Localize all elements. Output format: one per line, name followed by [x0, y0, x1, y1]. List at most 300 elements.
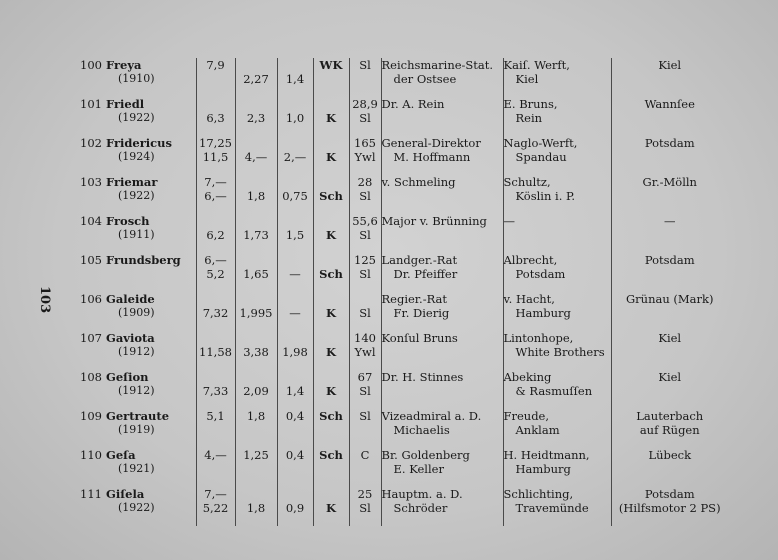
builder-cell-line: & Rasmuſſen	[515, 384, 593, 398]
type-cell-line: K	[326, 306, 336, 320]
draft-cell-line	[278, 175, 313, 189]
type-cell-line: K	[326, 228, 336, 242]
table-row	[76, 136, 728, 175]
beam-cell	[235, 214, 277, 253]
rig-cell-line	[350, 423, 381, 437]
build-year: (1922)	[118, 189, 155, 202]
type-cell-line: Sch	[319, 409, 343, 423]
length-cell-line	[197, 462, 235, 476]
owner-cell	[381, 214, 503, 253]
draft-cell-line	[278, 58, 313, 72]
owner-cell-line: Dr. Pfeiffer	[393, 267, 458, 281]
builder-cell-line: Kiel	[515, 72, 539, 86]
home-port-cell-line	[612, 306, 729, 320]
draft-cell-line: 0,9	[285, 501, 305, 515]
type-cell-line: K	[326, 150, 336, 164]
yacht-name: Friedl	[106, 97, 145, 111]
entry-number: 105	[80, 253, 102, 267]
type-cell-line	[314, 175, 349, 189]
draft-cell-line: 2,—	[283, 150, 307, 164]
type-cell-line: K	[326, 345, 336, 359]
home-port-cell-line	[612, 345, 729, 359]
home-port-cell	[611, 214, 728, 253]
yacht-name: Giſela	[106, 487, 145, 501]
type-cell	[313, 331, 349, 370]
length-cell	[196, 487, 235, 526]
builder-cell-line: Kaiſ. Werft,	[503, 58, 570, 72]
yacht-name: Freya	[106, 58, 142, 72]
draft-cell	[277, 97, 313, 136]
beam-cell	[235, 58, 277, 97]
home-port-cell-line: auf Rügen	[639, 423, 700, 437]
build-year: (1912)	[118, 345, 155, 358]
type-cell-line: Sch	[319, 189, 343, 203]
length-cell	[196, 370, 235, 409]
yacht-name: Friemar	[106, 175, 158, 189]
rig-cell-line: C	[360, 448, 370, 462]
home-port-cell-line	[612, 111, 729, 125]
owner-cell-line: Hauptm. a. D.	[381, 487, 463, 501]
owner-cell-line: Regier.-Rat	[381, 292, 447, 306]
table-row	[76, 409, 728, 448]
owner-cell	[381, 487, 503, 526]
builder-cell	[503, 487, 611, 526]
yacht-name-cell	[106, 97, 196, 136]
owner-cell	[381, 292, 503, 331]
builder-cell	[503, 58, 611, 97]
owner-cell	[381, 97, 503, 136]
builder-cell-line: Spandau	[515, 150, 567, 164]
draft-cell-line: 0,75	[282, 189, 308, 203]
owner-cell	[381, 136, 503, 175]
rig-cell-line: Ywl	[354, 345, 376, 359]
table-row	[76, 253, 728, 292]
type-cell-line	[314, 253, 349, 267]
length-cell	[196, 253, 235, 292]
beam-cell	[235, 136, 277, 175]
draft-cell	[277, 292, 313, 331]
type-cell	[313, 136, 349, 175]
draft-cell-line: 1,98	[282, 345, 308, 359]
table-row	[76, 175, 728, 214]
yacht-name: Frundsberg	[106, 253, 181, 267]
yacht-name: Frosch	[106, 214, 150, 228]
length-cell	[196, 292, 235, 331]
type-cell-line: K	[326, 501, 336, 515]
length-cell-line	[197, 292, 235, 306]
beam-cell-line	[236, 487, 277, 501]
length-cell-line: 5,1	[206, 409, 225, 423]
yacht-name-cell	[106, 448, 196, 487]
beam-cell-line	[236, 292, 277, 306]
rig-cell	[349, 175, 381, 214]
type-cell-line	[314, 487, 349, 501]
type-cell-line: Sch	[319, 267, 343, 281]
builder-cell-line: Köslin i. P.	[515, 189, 576, 203]
owner-cell-line: Reichsmarine-Stat.	[381, 58, 494, 72]
owner-cell-line	[382, 384, 503, 398]
yacht-name: Gertraute	[106, 409, 170, 423]
builder-cell-line: White Brothers	[515, 345, 605, 359]
rig-cell-line: 165	[354, 136, 376, 150]
builder-cell-line: Hamburg	[515, 462, 571, 476]
owner-cell-line: E. Keller	[393, 462, 444, 476]
builder-cell-line: Travemünde	[515, 501, 589, 515]
builder-cell-line: Albrecht,	[503, 253, 558, 267]
rig-cell	[349, 370, 381, 409]
home-port-cell-line: Wannſee	[644, 97, 695, 111]
home-port-cell-line	[612, 228, 729, 242]
draft-cell-line	[278, 462, 313, 476]
table-row	[76, 448, 728, 487]
beam-cell-line: 2,09	[243, 384, 269, 398]
draft-cell-line	[278, 136, 313, 150]
rig-cell-line: Sl	[359, 501, 371, 515]
home-port-cell-line: Kiel	[658, 58, 682, 72]
rig-cell-line: 67	[357, 370, 373, 384]
yacht-name: Geſion	[106, 370, 149, 384]
owner-cell-line	[382, 345, 503, 359]
entry-number: 104	[80, 214, 102, 228]
rig-cell-line: Sl	[359, 111, 371, 125]
owner-cell	[381, 448, 503, 487]
home-port-cell	[611, 487, 728, 526]
owner-cell-line: Vizeadmiral a. D.	[381, 409, 482, 423]
home-port-cell-line	[612, 267, 729, 281]
type-cell-line	[314, 72, 349, 86]
length-cell	[196, 331, 235, 370]
type-cell	[313, 487, 349, 526]
entry-number: 102	[80, 136, 102, 150]
length-cell	[196, 409, 235, 448]
table-row	[76, 58, 728, 97]
draft-cell	[277, 214, 313, 253]
entry-number: 103	[80, 175, 102, 189]
table-row	[76, 97, 728, 136]
beam-cell-line: 4,—	[244, 150, 268, 164]
home-port-cell	[611, 448, 728, 487]
beam-cell-line: 1,65	[243, 267, 269, 281]
draft-cell	[277, 370, 313, 409]
build-year: (1910)	[118, 72, 155, 85]
beam-cell-line	[236, 97, 277, 111]
builder-cell-line: v. Hacht,	[503, 292, 555, 306]
type-cell	[313, 58, 349, 97]
draft-cell	[277, 175, 313, 214]
beam-cell-line	[236, 370, 277, 384]
rig-cell	[349, 409, 381, 448]
rig-cell	[349, 58, 381, 97]
draft-cell	[277, 58, 313, 97]
entry-number: 111	[80, 487, 102, 501]
home-port-cell-line: Grünau (Mark)	[626, 292, 714, 306]
beam-cell-line: 1,8	[246, 189, 266, 203]
beam-cell	[235, 292, 277, 331]
owner-cell-line: der Ostsee	[393, 72, 457, 86]
draft-cell-line	[278, 331, 313, 345]
yacht-name-cell	[106, 253, 196, 292]
yacht-name-cell	[106, 331, 196, 370]
builder-cell-line: Naglo-Werft,	[503, 136, 578, 150]
type-cell	[313, 253, 349, 292]
home-port-cell	[611, 136, 728, 175]
beam-cell-line: 2,27	[243, 72, 269, 86]
entry-number: 107	[80, 331, 102, 345]
length-cell-line	[197, 72, 235, 86]
type-cell-line: WK	[319, 58, 343, 72]
draft-cell-line: —	[289, 306, 301, 320]
length-cell-line: 7,33	[202, 384, 229, 398]
draft-cell	[277, 331, 313, 370]
length-cell	[196, 136, 235, 175]
home-port-cell-line: Lauterbach	[636, 409, 704, 423]
owner-cell	[381, 409, 503, 448]
owner-cell-line: Dr. H. Stinnes	[381, 370, 464, 384]
draft-cell-line: 1,4	[285, 384, 305, 398]
home-port-cell	[611, 58, 728, 97]
length-cell	[196, 214, 235, 253]
owner-cell	[381, 253, 503, 292]
home-port-cell	[611, 292, 728, 331]
home-port-cell-line	[612, 462, 729, 476]
rig-cell	[349, 253, 381, 292]
owner-cell-line: Landger.-Rat	[381, 253, 458, 267]
rig-cell-line: 25	[357, 487, 373, 501]
home-port-cell	[611, 253, 728, 292]
rig-cell-line: Sl	[359, 228, 371, 242]
owner-cell-line: Br. Goldenberg	[381, 448, 470, 462]
type-cell-line	[314, 370, 349, 384]
build-year: (1924)	[118, 150, 155, 163]
type-cell-line: Sch	[319, 448, 343, 462]
length-cell-line: 7,—	[204, 487, 227, 501]
draft-cell-line: 0,4	[285, 448, 305, 462]
rig-cell-line	[350, 292, 381, 306]
owner-cell-line: General-Direktor	[381, 136, 481, 150]
owner-cell-line	[382, 189, 503, 203]
length-cell-line: 17,25	[199, 136, 232, 150]
length-cell-line: 6,—	[204, 189, 227, 203]
yacht-name-cell	[106, 58, 196, 97]
rig-cell-line	[350, 462, 381, 476]
length-cell-line: 6,2	[206, 228, 225, 242]
beam-cell	[235, 331, 277, 370]
rig-cell-line	[350, 72, 381, 86]
beam-cell	[235, 487, 277, 526]
home-port-cell	[611, 175, 728, 214]
rig-cell	[349, 331, 381, 370]
type-cell-line	[314, 462, 349, 476]
length-cell	[196, 97, 235, 136]
home-port-cell	[611, 97, 728, 136]
builder-cell	[503, 97, 611, 136]
rig-cell-line: Sl	[359, 58, 371, 72]
builder-cell-line: Rein	[515, 111, 543, 125]
draft-cell	[277, 448, 313, 487]
length-cell-line	[197, 423, 235, 437]
home-port-cell-line	[612, 384, 729, 398]
yacht-register-table	[76, 58, 728, 526]
owner-cell	[381, 370, 503, 409]
type-cell-line	[314, 214, 349, 228]
length-cell-line: 6,3	[206, 111, 225, 125]
yacht-name: Gaviota	[106, 331, 155, 345]
home-port-cell-line: Potsdam	[644, 253, 695, 267]
type-cell-line: K	[326, 384, 336, 398]
length-cell-line	[197, 370, 235, 384]
owner-cell-line: Konſul Bruns	[381, 331, 458, 345]
home-port-cell	[611, 409, 728, 448]
table-row	[76, 292, 728, 331]
builder-cell	[503, 253, 611, 292]
builder-cell-line: —	[503, 214, 515, 228]
type-cell-line	[314, 97, 349, 111]
table-row	[76, 331, 728, 370]
length-cell-line: 7,—	[204, 175, 227, 189]
draft-cell	[277, 136, 313, 175]
owner-cell	[381, 331, 503, 370]
build-year: (1922)	[118, 501, 155, 514]
table-row	[76, 370, 728, 409]
builder-cell-line: E. Bruns,	[503, 97, 558, 111]
build-year: (1919)	[118, 423, 155, 436]
builder-cell	[503, 370, 611, 409]
rig-cell	[349, 214, 381, 253]
owner-cell-line	[382, 111, 503, 125]
home-port-cell-line: (Hilfsmotor 2 PS)	[618, 501, 721, 515]
rig-cell	[349, 487, 381, 526]
beam-cell	[235, 97, 277, 136]
beam-cell-line	[236, 331, 277, 345]
draft-cell-line: 1,4	[285, 72, 305, 86]
yacht-name-cell	[106, 175, 196, 214]
owner-cell	[381, 58, 503, 97]
length-cell-line: 5,2	[206, 267, 225, 281]
builder-cell-line: Schultz,	[503, 175, 551, 189]
draft-cell-line	[278, 370, 313, 384]
yacht-name: Galeide	[106, 292, 155, 306]
yacht-name-cell	[106, 487, 196, 526]
table-row	[76, 214, 728, 253]
draft-cell-line	[278, 253, 313, 267]
type-cell-line: K	[326, 111, 336, 125]
rig-cell	[349, 292, 381, 331]
builder-cell-line: Hamburg	[515, 306, 571, 320]
type-cell	[313, 370, 349, 409]
beam-cell-line: 2,3	[246, 111, 266, 125]
beam-cell-line: 1,25	[243, 448, 269, 462]
beam-cell	[235, 409, 277, 448]
entry-number: 101	[80, 97, 102, 111]
owner-cell-line: M. Hoffmann	[393, 150, 471, 164]
yacht-name-cell	[106, 409, 196, 448]
length-cell	[196, 175, 235, 214]
beam-cell-line: 1,995	[239, 306, 273, 320]
home-port-cell-line: Potsdam	[644, 136, 695, 150]
builder-cell	[503, 409, 611, 448]
build-year: (1922)	[118, 111, 155, 124]
beam-cell	[235, 175, 277, 214]
entry-number: 108	[80, 370, 102, 384]
owner-cell-line: Dr. A. Rein	[381, 97, 445, 111]
length-cell-line: 7,32	[202, 306, 229, 320]
type-cell	[313, 409, 349, 448]
builder-cell	[503, 331, 611, 370]
owner-cell-line: Schröder	[393, 501, 448, 515]
owner-cell	[381, 175, 503, 214]
builder-cell	[503, 448, 611, 487]
length-cell-line: 11,5	[202, 150, 229, 164]
length-cell-line: 7,9	[206, 58, 225, 72]
rig-cell-line: Ywl	[354, 150, 376, 164]
draft-cell-line: 0,4	[285, 409, 305, 423]
home-port-cell-line: —	[664, 214, 676, 228]
length-cell-line	[197, 97, 235, 111]
builder-cell-line: H. Heidtmann,	[503, 448, 590, 462]
home-port-cell-line: Kiel	[658, 370, 682, 384]
length-cell	[196, 58, 235, 97]
type-cell	[313, 292, 349, 331]
owner-cell-line: v. Schmeling	[381, 175, 456, 189]
build-year: (1911)	[118, 228, 155, 241]
beam-cell-line	[236, 423, 277, 437]
type-cell	[313, 175, 349, 214]
page-number: 103	[37, 286, 52, 314]
entry-number: 110	[80, 448, 102, 462]
builder-cell-line: Abeking	[503, 370, 552, 384]
length-cell-line	[197, 331, 235, 345]
beam-cell	[235, 253, 277, 292]
owner-cell-line	[382, 228, 503, 242]
rig-cell-line: Sl	[359, 409, 371, 423]
type-cell-line	[314, 292, 349, 306]
beam-cell-line: 1,8	[246, 501, 266, 515]
draft-cell	[277, 487, 313, 526]
home-port-cell	[611, 331, 728, 370]
length-cell-line: 11,58	[199, 345, 232, 359]
length-cell-line: 4,—	[204, 448, 227, 462]
rig-cell-line: Sl	[359, 189, 371, 203]
yacht-name: Fridericus	[106, 136, 173, 150]
rig-cell-line: 28	[357, 175, 373, 189]
home-port-cell-line: Kiel	[658, 331, 682, 345]
length-cell-line: 6,—	[204, 253, 227, 267]
beam-cell-line	[236, 462, 277, 476]
build-year: (1921)	[118, 462, 155, 475]
yacht-name-cell	[106, 136, 196, 175]
home-port-cell-line: Lübeck	[648, 448, 692, 462]
rig-cell-line: 55,6	[352, 214, 378, 228]
builder-cell	[503, 136, 611, 175]
home-port-cell-line	[612, 72, 729, 86]
rig-cell	[349, 97, 381, 136]
draft-cell-line	[278, 423, 313, 437]
beam-cell-line: 3,38	[243, 345, 269, 359]
length-cell-line: 5,22	[202, 501, 229, 515]
beam-cell-line	[236, 214, 277, 228]
beam-cell-line	[236, 175, 277, 189]
draft-cell-line	[278, 292, 313, 306]
build-year: (1912)	[118, 384, 155, 397]
yacht-name: Geſa	[106, 448, 136, 462]
rig-cell	[349, 136, 381, 175]
builder-cell	[503, 175, 611, 214]
home-port-cell-line	[612, 150, 729, 164]
draft-cell-line: —	[289, 267, 301, 281]
entry-number: 100	[80, 58, 102, 72]
rig-cell-line: 28,9	[352, 97, 378, 111]
rig-cell-line: Sl	[359, 384, 371, 398]
